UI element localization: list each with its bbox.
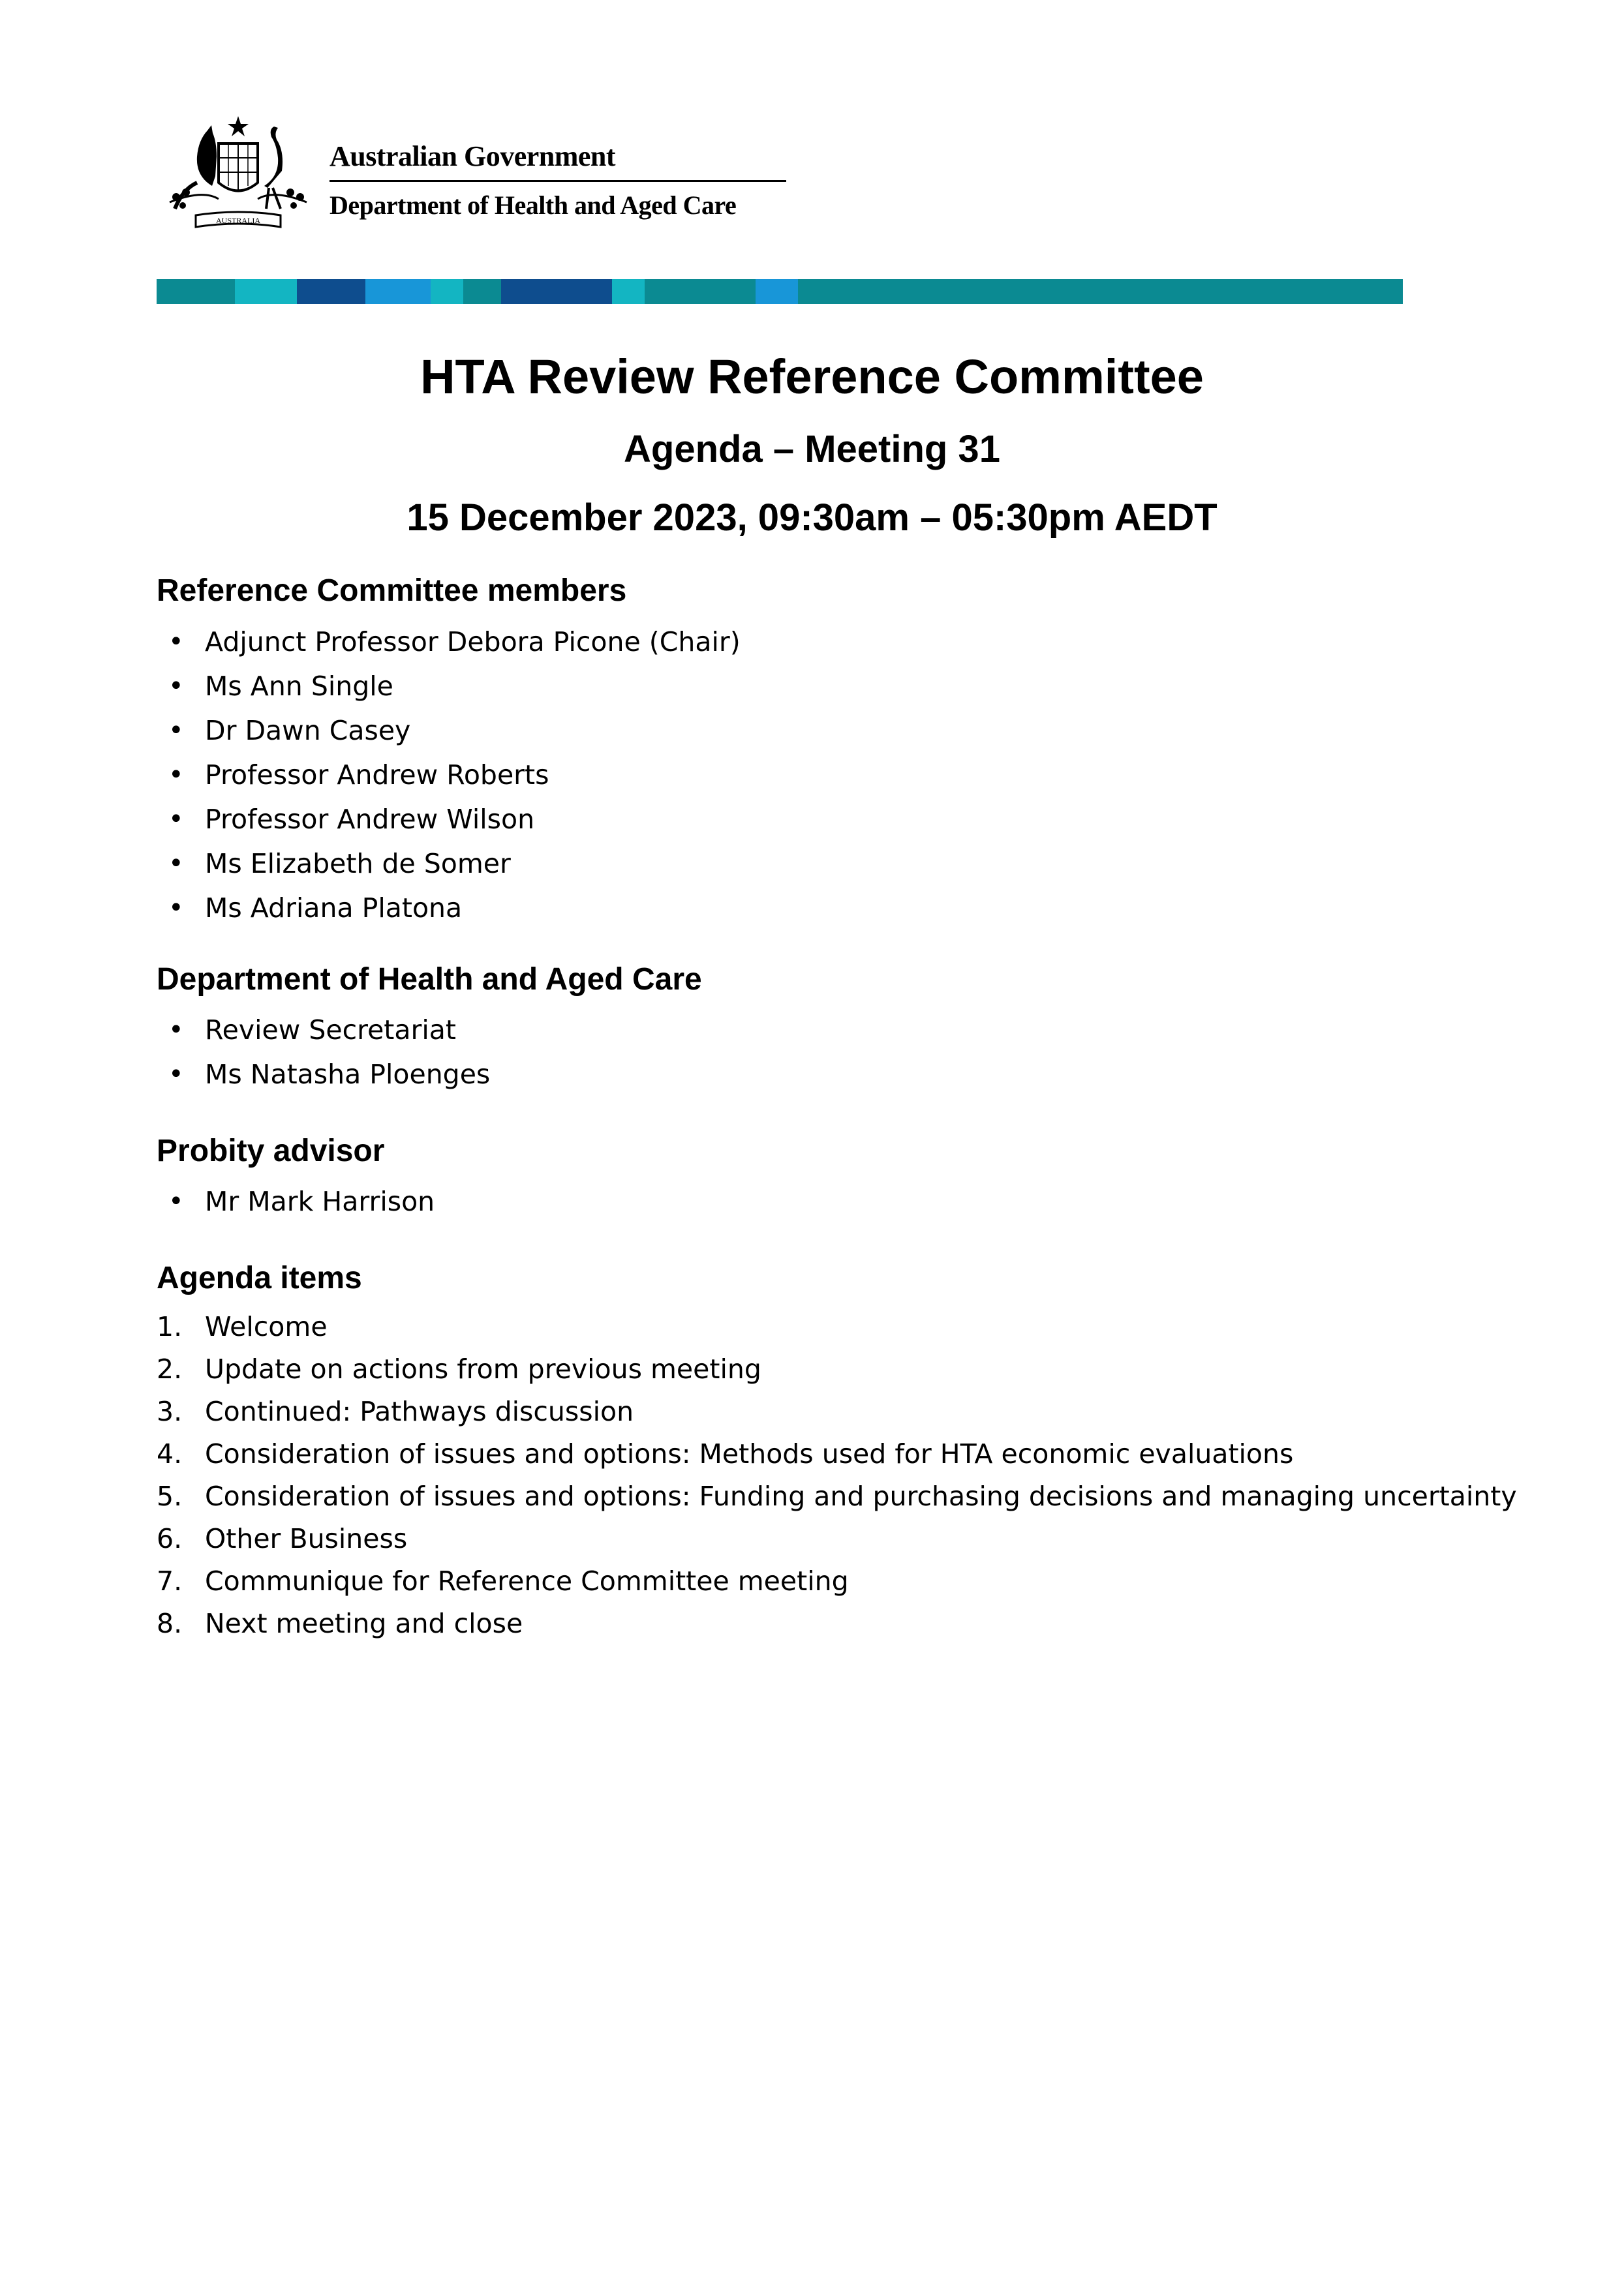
band-segment	[297, 279, 365, 304]
list-item: • Ms Ann Single	[157, 664, 741, 708]
government-logo	[157, 111, 783, 235]
department-name: Department of Health and Aged Care	[329, 190, 737, 220]
band-segment	[431, 279, 463, 304]
agenda-item-number: 5.	[157, 1481, 183, 1512]
probity-heading: Probity advisor	[157, 1134, 385, 1168]
agenda-item	[157, 1518, 1517, 1560]
agenda-item	[157, 1475, 1517, 1518]
list-item: • Ms Natasha Ploenges	[157, 1052, 490, 1096]
agenda-item-text: Welcome	[205, 1311, 328, 1342]
agenda-item-number: 1.	[157, 1311, 183, 1342]
list-item: • Mr Mark Harrison	[157, 1179, 435, 1224]
list-item: • Adjunct Professor Debora Picone (Chair)	[157, 620, 741, 664]
agenda-item-text: Consideration of issues and options: Methods used for HTA economic evaluations	[205, 1438, 1294, 1470]
band-segment	[235, 279, 297, 304]
agenda-item-text: Other Business	[205, 1523, 408, 1554]
band-segment	[756, 279, 798, 304]
agenda-item	[157, 1391, 1517, 1433]
document-subtitle: Agenda – Meeting 31	[624, 428, 1000, 470]
document-title: HTA Review Reference Committee	[420, 350, 1204, 404]
band-segment	[798, 279, 1403, 304]
coat-of-arms-icon	[157, 111, 320, 235]
band-segment	[612, 279, 645, 304]
header-color-band	[157, 279, 1403, 304]
members-heading: Reference Committee members	[157, 573, 627, 608]
department-heading: Department of Health and Aged Care	[157, 962, 702, 997]
agenda-item-number: 2.	[157, 1353, 183, 1385]
members-list	[157, 620, 741, 930]
agenda-item	[157, 1306, 1517, 1348]
list-item: • Ms Elizabeth de Somer	[157, 841, 741, 886]
list-item: • Professor Andrew Wilson	[157, 797, 741, 841]
agenda-item-number: 4.	[157, 1438, 183, 1470]
agenda-item-text: Consideration of issues and options: Funding and purchasing decisions and managing uncertainty	[205, 1481, 1517, 1512]
band-segment	[157, 279, 235, 304]
logo-text	[329, 142, 786, 219]
crest-scroll-text: AUSTRALIA	[216, 216, 260, 225]
agenda-item-text: Next meeting and close	[205, 1608, 523, 1639]
agenda-item-number: 8.	[157, 1608, 183, 1639]
agenda-item-text: Communique for Reference Committee meeting	[205, 1565, 849, 1597]
agenda-item-number: 3.	[157, 1396, 183, 1427]
agenda-item	[157, 1433, 1517, 1475]
agenda-item	[157, 1348, 1517, 1391]
agenda-list	[157, 1306, 1517, 1645]
agenda-item	[157, 1560, 1517, 1603]
department-list	[157, 1008, 490, 1096]
meeting-date: 15 December 2023, 09:30am – 05:30pm AEDT	[406, 496, 1218, 539]
probity-list	[157, 1179, 435, 1224]
list-item: • Ms Adriana Platona	[157, 886, 741, 930]
agenda-item-number: 6.	[157, 1523, 183, 1554]
band-segment	[501, 279, 612, 304]
band-segment	[365, 279, 431, 304]
list-item: • Review Secretariat	[157, 1008, 490, 1052]
agenda-item-text: Continued: Pathways discussion	[205, 1396, 634, 1427]
list-item: • Dr Dawn Casey	[157, 708, 741, 753]
agenda-heading: Agenda items	[157, 1261, 362, 1295]
agenda-item-number: 7.	[157, 1565, 183, 1597]
band-segment	[645, 279, 756, 304]
government-name: Australian Government	[329, 142, 786, 182]
band-segment	[463, 279, 501, 304]
list-item: • Professor Andrew Roberts	[157, 753, 741, 797]
agenda-item	[157, 1603, 1517, 1645]
agenda-item-text: Update on actions from previous meeting	[205, 1353, 761, 1385]
